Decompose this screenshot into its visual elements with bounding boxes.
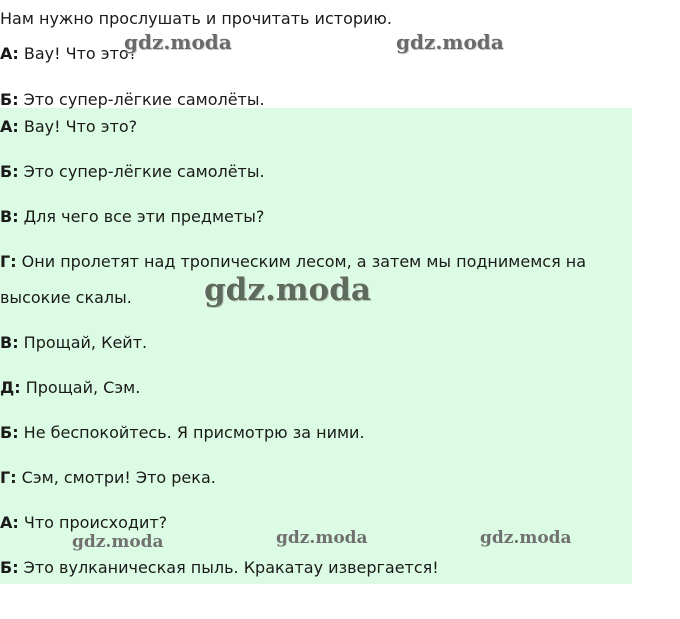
speaker-label: Д: <box>0 378 21 397</box>
line-text: Это супер-лёгкие самолёты. <box>18 162 265 181</box>
dialogue-line <box>0 207 264 227</box>
line-text: Это супер-лёгкие самолёты. <box>18 90 265 109</box>
dialogue-line <box>0 513 167 533</box>
line-text: Для чего все эти предметы? <box>18 207 265 226</box>
watermark: gdz.moda <box>276 528 368 548</box>
speaker-label: А: <box>0 44 19 63</box>
watermark: gdz.moda <box>124 30 232 54</box>
line-text: Они пролетят над тропическим лесом, а затем мы поднимемся на <box>16 252 587 271</box>
dialogue-line <box>0 333 147 353</box>
speaker-label: А: <box>0 513 19 532</box>
line-text: Сэм, смотри! Это река. <box>16 468 216 487</box>
line-text: Не беспокойтесь. Я присмотрю за ними. <box>18 423 365 442</box>
dialogue-line <box>0 468 216 488</box>
intro-text: Нам нужно прослушать и прочитать историю. <box>0 9 392 28</box>
dialogue-line <box>0 162 265 182</box>
speaker-label: Б: <box>0 162 19 181</box>
speaker-label: Б: <box>0 558 19 577</box>
speaker-label: Б: <box>0 90 19 109</box>
speaker-label: Б: <box>0 423 19 442</box>
line-text: Это вулканическая пыль. Кракатау извергается! <box>18 558 439 577</box>
dialogue-line <box>0 423 365 443</box>
dialogue-line <box>0 252 586 272</box>
watermark: gdz.moda <box>72 532 164 552</box>
line-text: Что происходит? <box>18 513 168 532</box>
speaker-label: Г: <box>0 252 17 271</box>
speaker-label: В: <box>0 333 19 352</box>
line-text: Прощай, Сэм. <box>20 378 141 397</box>
speaker-label: А: <box>0 117 19 136</box>
watermark: gdz.moda <box>396 30 504 54</box>
dialogue-line <box>0 117 137 137</box>
dialogue-line <box>0 558 439 578</box>
speaker-label: В: <box>0 207 19 226</box>
line-text: Вау! Что это? <box>18 117 138 136</box>
line-text: высокие скалы. <box>0 288 132 307</box>
top-dialogue-line <box>0 44 137 64</box>
speaker-label: Г: <box>0 468 17 487</box>
line-text: Вау! Что это? <box>18 44 138 63</box>
dialogue-line-continuation <box>0 288 132 308</box>
top-dialogue-line <box>0 90 265 110</box>
watermark: gdz.moda <box>480 528 572 548</box>
dialogue-line <box>0 378 140 398</box>
line-text: Прощай, Кейт. <box>18 333 148 352</box>
watermark: gdz.moda <box>204 272 371 308</box>
